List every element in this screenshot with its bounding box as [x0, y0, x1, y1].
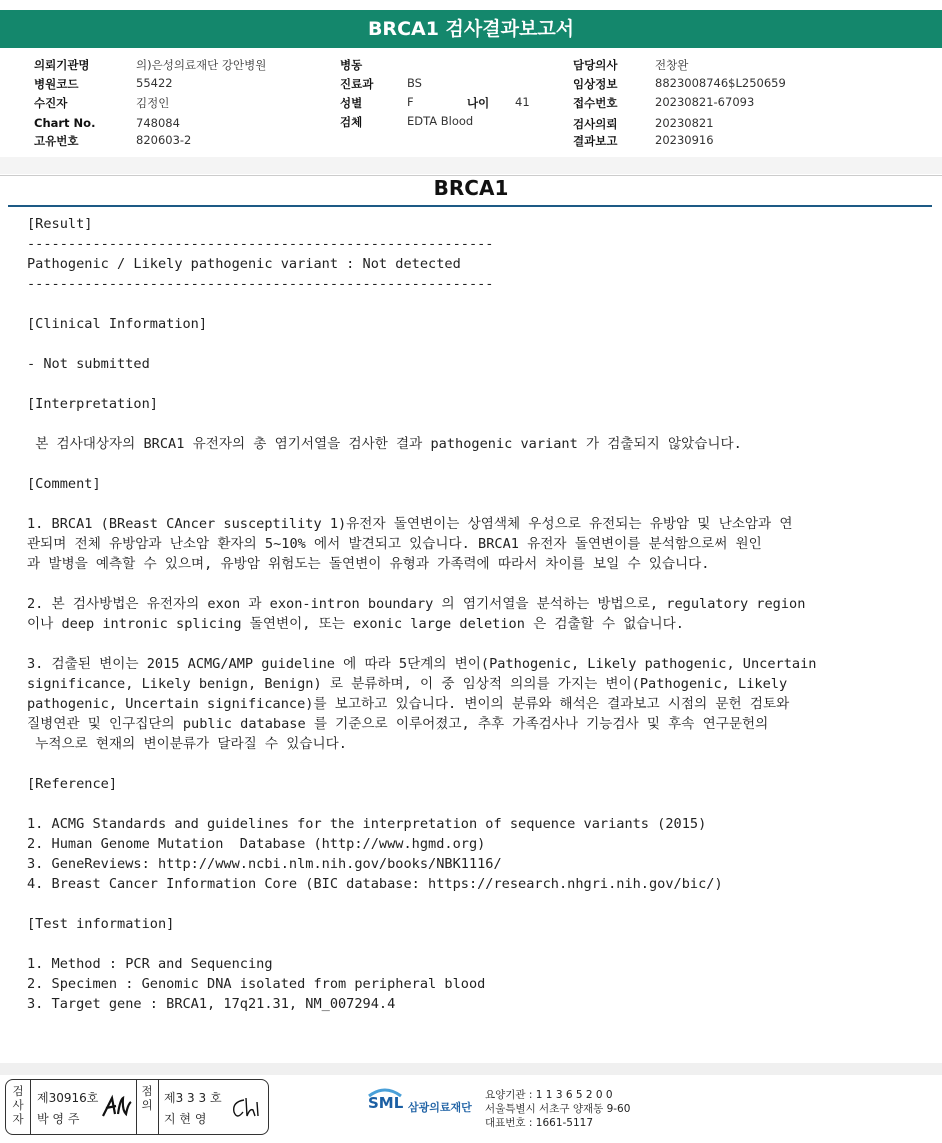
body-line: [27, 454, 917, 474]
body-line: [27, 754, 917, 774]
header-value: 의)은성의료재단 강안병원: [136, 58, 267, 72]
header-value: 55422: [136, 76, 173, 90]
body-line: [27, 294, 917, 314]
report-title: BRCA1 검사결과보고서: [0, 10, 942, 48]
header-label: 검체: [340, 115, 363, 129]
footer-band: [0, 1063, 942, 1075]
institution-address: 서울특별시 서초구 양재동 9-60: [485, 1103, 631, 1115]
body-line: [27, 634, 917, 654]
reviewer-name: 지 현 영: [164, 1112, 207, 1126]
header-value: EDTA Blood: [407, 114, 474, 128]
body-line: 누적으로 현재의 변이분류가 달라질 수 있습니다.: [27, 736, 347, 752]
header-label: 병원코드: [34, 77, 79, 91]
gene-title: BRCA1: [433, 176, 509, 200]
age-label: 나이: [467, 96, 490, 110]
body-line: [27, 494, 917, 514]
header-label: 담당의사: [573, 58, 618, 72]
tester-label: 검 사 자: [12, 1084, 24, 1126]
body-line: - Not submitted: [27, 356, 150, 372]
header-value: 전창완: [655, 58, 689, 72]
body-line: [27, 574, 917, 594]
header-label: 검사의뢰: [573, 117, 618, 131]
body-line: pathogenic, Uncertain significance)를 보고하고 있습니다. 변이의 분류와 해석은 결과보고 시점의 문헌 검토와: [27, 696, 790, 712]
body-line: [Reference]: [27, 776, 118, 792]
header-label: Chart No.: [34, 116, 96, 130]
reviewer-license: 제3 3 3 호: [164, 1091, 222, 1105]
body-line: ---------------------------------------------------------: [27, 276, 494, 292]
header-value: 820603-2: [136, 133, 192, 147]
header-value: 김정인: [136, 96, 170, 110]
body-line: 1. ACMG Standards and guidelines for the interpretation of sequence variants (2015): [27, 816, 707, 832]
body-line: 과 발병을 예측할 수 있으며, 유방암 위험도는 돌연변이 유형과 가족력에 따라서 차이를 보일 수 있습니다.: [27, 556, 710, 572]
body-line: [Interpretation]: [27, 396, 158, 412]
body-line: [27, 334, 917, 354]
institution-code: 요양기관 : 1 1 3 6 5 2 0 0: [485, 1089, 613, 1101]
tester-name: 박 영 주: [37, 1112, 80, 1126]
body-line: 관되며 전체 유방암과 난소암 환자의 5~10% 에서 발견되고 있습니다. BRCA1 유전자 돌연변이를 분석함으로써 원인: [27, 536, 762, 552]
body-line: 1. BRCA1 (BReast CAncer susceptility 1)유전자 돌연변이는 상염색체 우성으로 유전되는 유방암 및 난소암과 연: [27, 516, 793, 532]
header-label: 진료과: [340, 77, 374, 91]
body-line: 3. Target gene : BRCA1, 17q21.31, NM_007294.4: [27, 996, 396, 1012]
body-line: [Comment]: [27, 476, 101, 492]
body-line: significance, Likely benign, Benign) 로 분류하며, 이 중 임상적 의의를 가지는 변이(Pathogenic, Likely: [27, 676, 788, 692]
title-underline: [8, 205, 932, 207]
header-label: 성별: [340, 96, 363, 110]
body-line: 본 검사대상자의 BRCA1 유전자의 총 염기서열을 검사한 결과 pathogenic variant 가 검출되지 않았습니다.: [27, 436, 742, 452]
body-line: [27, 894, 917, 914]
body-line: 3. 검출된 변이는 2015 ACMG/AMP guideline 에 따라 5단계의 변이(Pathogenic, Likely pathogenic, Uncertain: [27, 656, 817, 672]
reviewer-signature: [228, 1094, 262, 1122]
reviewer-label: 점 의: [141, 1084, 153, 1112]
body-line: 질병연관 및 인구집단의 public database 를 기준으로 이루어졌고, 추후 가족검사나 기능검사 및 후속 연구문헌의: [27, 716, 769, 732]
separator-band: [0, 157, 942, 174]
header-label: 수진자: [34, 96, 68, 110]
header-value: 20230821-67093: [655, 95, 755, 109]
tester-license: 제30916호: [37, 1091, 99, 1105]
logo-mark: SML: [368, 1094, 404, 1112]
body-line: 2. Human Genome Mutation Database (http://www.hgmd.org): [27, 836, 486, 852]
sml-logo: [364, 1086, 484, 1126]
report-body: [27, 214, 917, 1014]
header-value: F: [407, 95, 414, 109]
tester-signature: [100, 1092, 134, 1122]
header-value: 20230916: [655, 133, 714, 147]
body-line: ---------------------------------------------------------: [27, 236, 494, 252]
age-value: 41: [515, 95, 530, 109]
header-value: 748084: [136, 116, 180, 130]
body-line: [Clinical Information]: [27, 316, 208, 332]
body-line: [Test information]: [27, 916, 175, 932]
header-label: 병동: [340, 58, 363, 72]
header-label: 의뢰기관명: [34, 58, 90, 72]
body-line: 2. 본 검사방법은 유전자의 exon 과 exon-intron boundary 의 염기서열을 분석하는 방법으로, regulatory region: [27, 596, 806, 612]
body-line: 4. Breast Cancer Information Core (BIC database: https://research.nhgri.nih.gov/bic/): [27, 876, 723, 892]
logo-name: 삼광의료재단: [408, 1101, 472, 1114]
body-line: Pathogenic / Likely pathogenic variant : Not detected: [27, 256, 461, 272]
body-line: [27, 374, 917, 394]
body-line: [27, 414, 917, 434]
body-line: [Result]: [27, 216, 93, 232]
header-value: BS: [407, 76, 422, 90]
header-label: 고유번호: [34, 134, 79, 148]
header-label: 접수번호: [573, 96, 618, 110]
header-label: 결과보고: [573, 134, 618, 148]
body-line: 3. GeneReviews: http://www.ncbi.nlm.nih.gov/books/NBK1116/: [27, 856, 502, 872]
institution-info: [485, 1088, 630, 1130]
body-line: [27, 934, 917, 954]
header-value: 8823008746$L250659: [655, 76, 786, 90]
body-line: 2. Specimen : Genomic DNA isolated from peripheral blood: [27, 976, 486, 992]
header-label: 임상정보: [573, 77, 618, 91]
body-line: 이나 deep intronic splicing 돌연변이, 또는 exonic large deletion 은 검출할 수 없습니다.: [27, 616, 684, 632]
institution-phone: 대표번호 : 1661-5117: [485, 1117, 594, 1129]
body-line: 1. Method : PCR and Sequencing: [27, 956, 273, 972]
header-value: 20230821: [655, 116, 714, 130]
signature-box: [5, 1079, 269, 1135]
body-line: [27, 794, 917, 814]
